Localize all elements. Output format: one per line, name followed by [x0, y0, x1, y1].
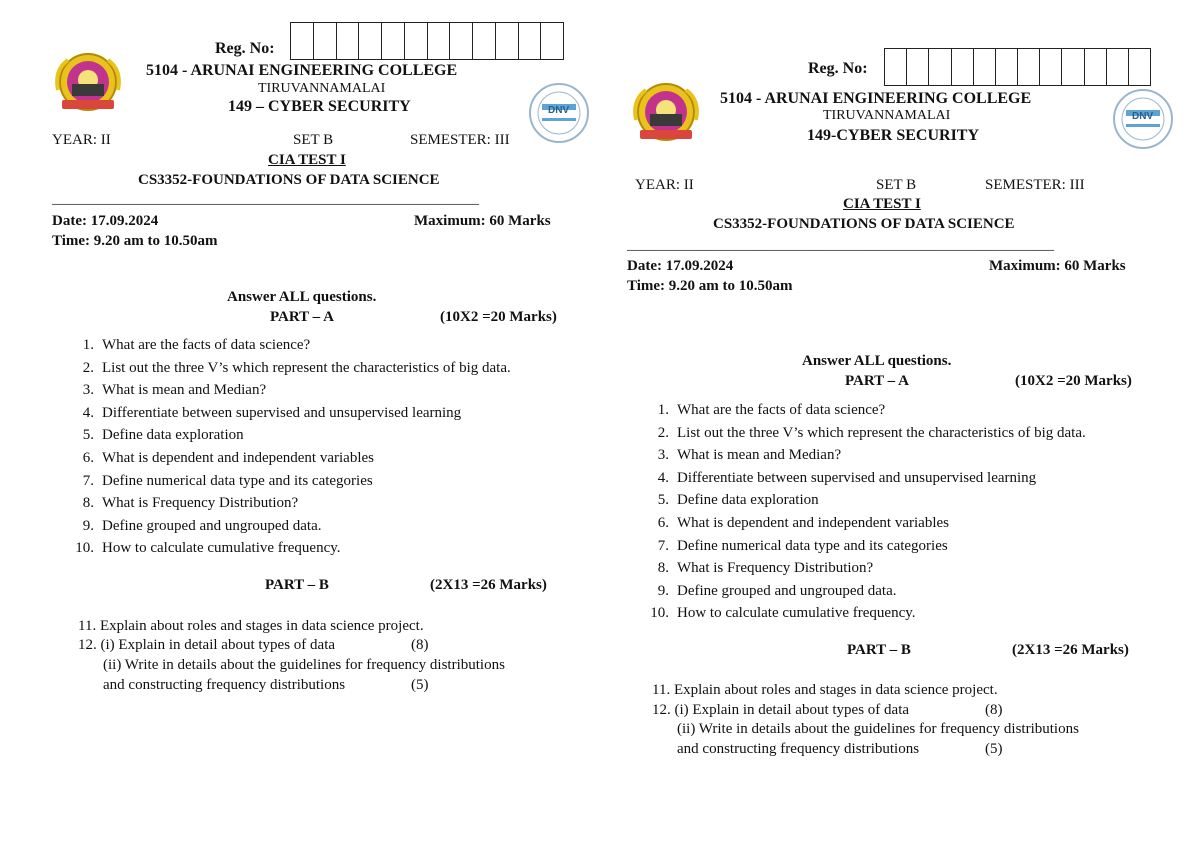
exam-date: Date: 17.09.2024 — [627, 258, 734, 274]
seal-label: DNV — [1132, 111, 1154, 122]
college-city: TIRUVANNAMALAI — [258, 81, 386, 96]
exam-date: Date: 17.09.2024 — [52, 213, 159, 229]
instruction: Answer ALL questions. — [802, 353, 952, 369]
divider: _____________________________________________________________ — [52, 192, 479, 207]
list-item: 8. What is Frequency Distribution? — [657, 560, 874, 577]
question-12-ii-cont: and constructing frequency distributions — [677, 741, 920, 757]
part-a-marks: (10X2 =20 Marks) — [1015, 373, 1132, 389]
list-item: 4. Differentiate between supervised and unsupervised learning — [82, 404, 462, 421]
list-item: 10. How to calculate cumulative frequency. — [75, 540, 341, 557]
part-a-heading: PART – A — [845, 373, 909, 389]
list-item: 4. Differentiate between supervised and unsupervised learning — [657, 469, 1037, 486]
set: SET B — [876, 177, 917, 193]
exam-time: Time: 9.20 am to 10.50am — [52, 233, 218, 249]
list-item: 7. Define numerical data type and its categories — [82, 472, 373, 489]
list-item: 9. Define grouped and ungrouped data. — [657, 582, 897, 599]
list-item: 6. What is dependent and independent variables — [657, 514, 949, 531]
question-11: 11. Explain about roles and stages in data science project. — [652, 682, 998, 698]
semester: SEMESTER: III — [985, 177, 1085, 193]
question-11: 11. Explain about roles and stages in data science project. — [78, 618, 424, 634]
reg-no-label: Reg. No: — [215, 40, 275, 57]
college-city: TIRUVANNAMALAI — [823, 108, 951, 123]
instruction: Answer ALL questions. — [227, 289, 377, 305]
list-item: 3. What is mean and Median? — [82, 382, 267, 399]
question-12-i-marks: (8) — [411, 637, 429, 653]
reg-no-boxes — [290, 22, 564, 60]
department: 149-CYBER SECURITY — [807, 127, 980, 144]
divider: _____________________________________________________________ — [627, 238, 1054, 253]
question-12-ii-marks: (5) — [411, 677, 429, 693]
reg-no-boxes — [884, 48, 1151, 86]
question-12-ii-cont: and constructing frequency distributions — [103, 677, 346, 693]
question-12-i-marks: (8) — [985, 702, 1003, 718]
part-a-question-list — [643, 399, 1086, 625]
list-item: 6. What is dependent and independent variables — [82, 449, 374, 466]
seal-label: DNV — [548, 105, 570, 116]
list-item: 9. Define grouped and ungrouped data. — [82, 517, 322, 534]
reg-no-label: Reg. No: — [808, 60, 868, 77]
set: SET B — [293, 132, 334, 148]
right-page — [575, 0, 1155, 849]
left-page — [0, 0, 580, 849]
test-title: CIA TEST I — [268, 152, 346, 168]
list-item: 5. Define data exploration — [657, 492, 819, 509]
list-item: 2. List out the three V’s which represent the characteristics of big data. — [657, 424, 1086, 441]
question-12-i: 12. (i) Explain in detail about types of data — [78, 637, 336, 653]
list-item: 8. What is Frequency Distribution? — [82, 495, 299, 512]
year: YEAR: II — [635, 177, 694, 193]
certification-seal — [1112, 88, 1174, 150]
question-12-ii: (ii) Write in details about the guidelines for frequency distributions — [103, 657, 505, 673]
list-item: 1. What are the facts of data science? — [82, 337, 311, 353]
part-b-marks: (2X13 =26 Marks) — [1012, 642, 1129, 658]
question-12-ii: (ii) Write in details about the guidelines for frequency distributions — [677, 721, 1079, 737]
maximum-marks: Maximum: 60 Marks — [414, 213, 551, 229]
department: 149 – CYBER SECURITY — [228, 98, 411, 115]
part-b-heading: PART – B — [265, 577, 329, 593]
college-logo — [626, 80, 706, 144]
semester: SEMESTER: III — [410, 132, 510, 148]
part-b-marks: (2X13 =26 Marks) — [430, 577, 547, 593]
part-a-marks: (10X2 =20 Marks) — [440, 309, 557, 325]
part-a-question-list — [68, 334, 511, 560]
maximum-marks: Maximum: 60 Marks — [989, 258, 1126, 274]
test-title: CIA TEST I — [843, 196, 921, 212]
question-12-i: 12. (i) Explain in detail about types of data — [652, 702, 910, 718]
year: YEAR: II — [52, 132, 111, 148]
list-item: 7. Define numerical data type and its categories — [657, 537, 948, 554]
list-item: 1. What are the facts of data science? — [657, 402, 886, 418]
list-item: 5. Define data exploration — [82, 427, 244, 444]
list-item: 10. How to calculate cumulative frequency. — [650, 605, 916, 622]
part-b-heading: PART – B — [847, 642, 911, 658]
question-12-ii-marks: (5) — [985, 741, 1003, 757]
college-name: 5104 - ARUNAI ENGINEERING COLLEGE — [146, 62, 458, 79]
college-name: 5104 - ARUNAI ENGINEERING COLLEGE — [720, 90, 1032, 107]
part-a-heading: PART – A — [270, 309, 334, 325]
college-logo — [48, 50, 128, 114]
list-item: 3. What is mean and Median? — [657, 447, 842, 464]
list-item: 2. List out the three V’s which represent the characteristics of big data. — [82, 359, 511, 376]
exam-time: Time: 9.20 am to 10.50am — [627, 278, 793, 294]
course-title: CS3352-FOUNDATIONS OF DATA SCIENCE — [138, 172, 440, 188]
course-title: CS3352-FOUNDATIONS OF DATA SCIENCE — [713, 216, 1015, 232]
